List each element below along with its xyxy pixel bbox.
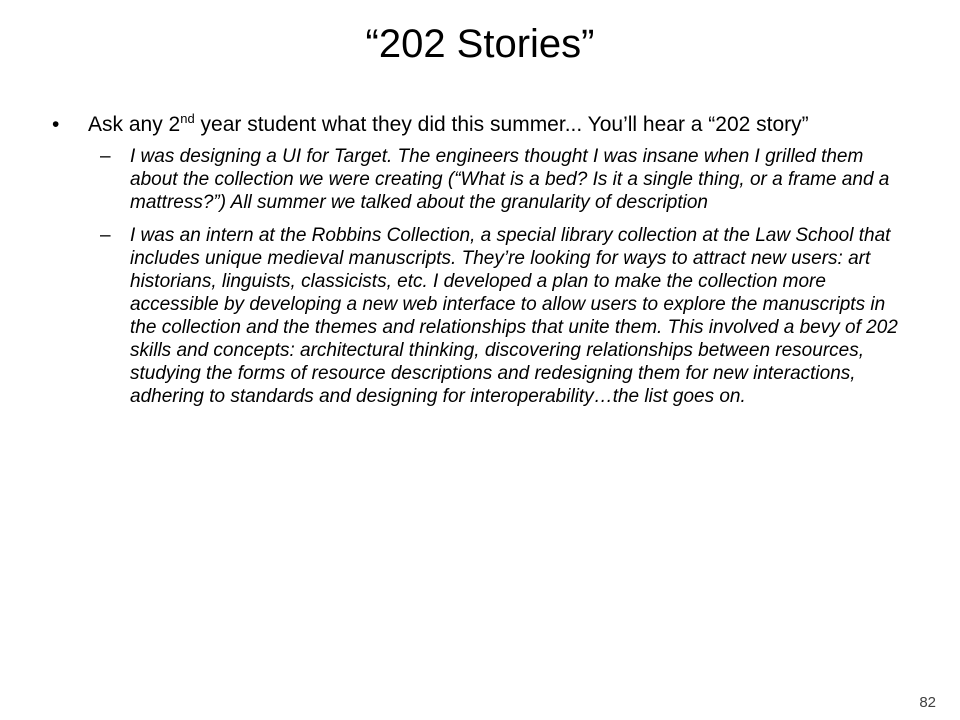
sub-bullet-robbins <box>48 224 912 408</box>
main-bullet <box>48 112 912 138</box>
sub-bullet-text: I was designing a UI for Target. The engineers thought I was insane when I grilled them about the collection we were creating (“What is a bed? Is it a single thing, or a frame and a mattress?”) All summer we talked about the granularity of description <box>130 146 890 213</box>
sub-bullet-target <box>48 145 912 214</box>
bullet-marker: • <box>52 113 60 136</box>
dash-marker: – <box>100 225 111 246</box>
page-number: 82 <box>919 694 936 711</box>
slide-title: “202 Stories” <box>365 22 595 66</box>
main-bullet-text-end: year student what they did this summer... You’ll hear a “202 story” <box>194 113 809 136</box>
main-bullet-superscript: nd <box>180 111 195 126</box>
sub-bullet-text: I was an intern at the Robbins Collection, a special library collection at the Law School that includes unique medieval manuscripts. They’re looking for ways to attract new users: art historians, linguists, classicists, etc. I developed a plan to make the collection more accessible by developing a new web interface to allow users to explore the manuscripts in the collection and the themes and relationships that unite them. This involved a bevy of 202 skills and concepts: architectural thinking, discovering relationships between resources, studying the forms of resource descriptions and redesigning them for new interactions, adhering to standards and designing for interoperability…the list goes on. <box>130 225 898 407</box>
bullet-list <box>48 112 912 408</box>
dash-marker: – <box>100 146 111 167</box>
main-bullet-text-start: Ask any 2 <box>88 113 181 136</box>
